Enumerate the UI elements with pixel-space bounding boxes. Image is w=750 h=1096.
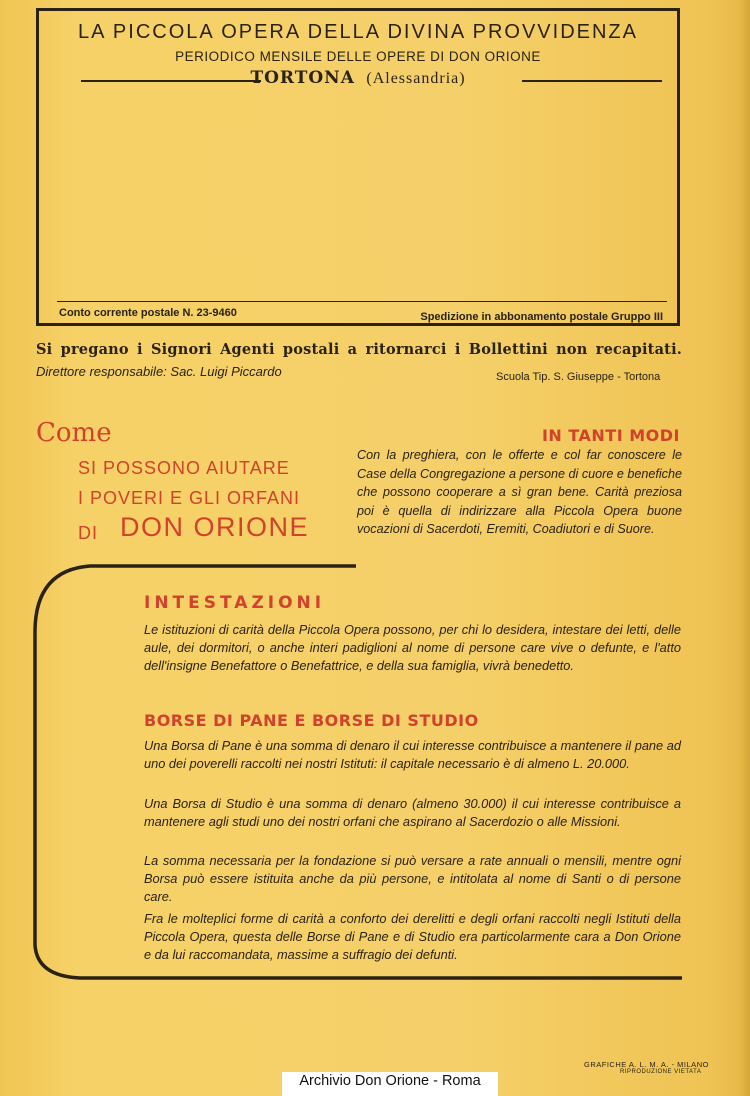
borse-paragraph-1: Una Borsa di Pane è una somma di denaro il cui interesse contribuisce a mantenere il pane ad uno dei poverelli raccolti nei nostri Istituti: il capitale necessario è di almeno L. 20.000. [144, 738, 681, 772]
come-line-2: I POVERI E GLI ORFANI [78, 488, 301, 508]
printer-stamp: GRAFICHE A. L. M. A. - MILANO [584, 1060, 709, 1069]
masthead-subtitle: PERIODICO MENSILE DELLE OPERE DI DON ORIONE [175, 49, 541, 64]
borse-paragraph-2: Una Borsa di Studio è una somma di denaro (almeno 30.000) il cui interesse contribuisce a mantenere agli studi uno dei nostri orfani che aspirano al Sacerdozio o alle Missioni. [144, 796, 681, 830]
postal-notice: Si pregano i Signori Agenti postali a ritornarci i Bollettini non recapitati. [36, 341, 683, 358]
printer-credit: Scuola Tip. S. Giuseppe - Tortona [496, 371, 661, 383]
come-don-orione: DON ORIONE [120, 512, 310, 542]
intestazioni-title: INTESTAZIONI [144, 593, 326, 613]
tanti-modi-title: IN TANTI MODI [541, 426, 680, 445]
come-heading: Come [36, 418, 112, 448]
archive-label: Archivio Don Orione - Roma [299, 1073, 481, 1089]
intestazioni-body: Le istituzioni di carità della Piccola Opera possono, per chi lo desidera, intestare dei letti, delle aule, dei dormitori, o anche interi padiglioni al nome di persone care vive o defunte, e l'atto dell'insigne Benefattore o Benefattrice, e della sua famiglia, vivrà benedetto. [144, 622, 681, 674]
province-name: (Alessandria) [366, 70, 466, 87]
shipping-note: Spedizione in abbonamento postale Gruppo III [420, 311, 663, 323]
city-name: TORTONA [250, 68, 355, 88]
come-line-1: SI POSSONO AIUTARE [78, 458, 290, 478]
director-credit: Direttore responsabile: Sac. Luigi Piccardo [36, 364, 282, 379]
printer-stamp-note: RIPRODUZIONE VIETATA [620, 1069, 702, 1075]
come-di: DI [78, 523, 98, 543]
borse-paragraph-3: La somma necessaria per la fondazione si può versare a rate annuali o mensili, mentre ogni Borsa può essere istituita anche da più persone, e intitolata al nome di Santi o di persone care. [144, 853, 681, 905]
postal-account: Conto corrente postale N. 23-9460 [59, 307, 237, 319]
borse-title: BORSE DI PANE E BORSE DI STUDIO [144, 711, 479, 730]
tanti-modi-body: Con la preghiera, con le offerte e col far conoscere le Case della Congregazione a persone di cuore e benefiche che possono cooperare a sì gran bene. Carità preziosa poi è quella di indirizzare alla Piccola Opera buone vocazioni di Sacerdoti, Eremiti, Coadiutori e di Suore. [357, 448, 682, 536]
masthead-title: LA PICCOLA OPERA DELLA DIVINA PROVVIDENZA [78, 21, 638, 43]
borse-paragraph-4: Fra le molteplici forme di carità a conforto dei derelitti e degli orfani raccolti negli Istituti della Piccola Opera, questa delle Borse di Pane e di Studio era particolarmente cara a Don Orione e da lui raccomandata, massime a suffragio dei defunti. [144, 911, 681, 963]
